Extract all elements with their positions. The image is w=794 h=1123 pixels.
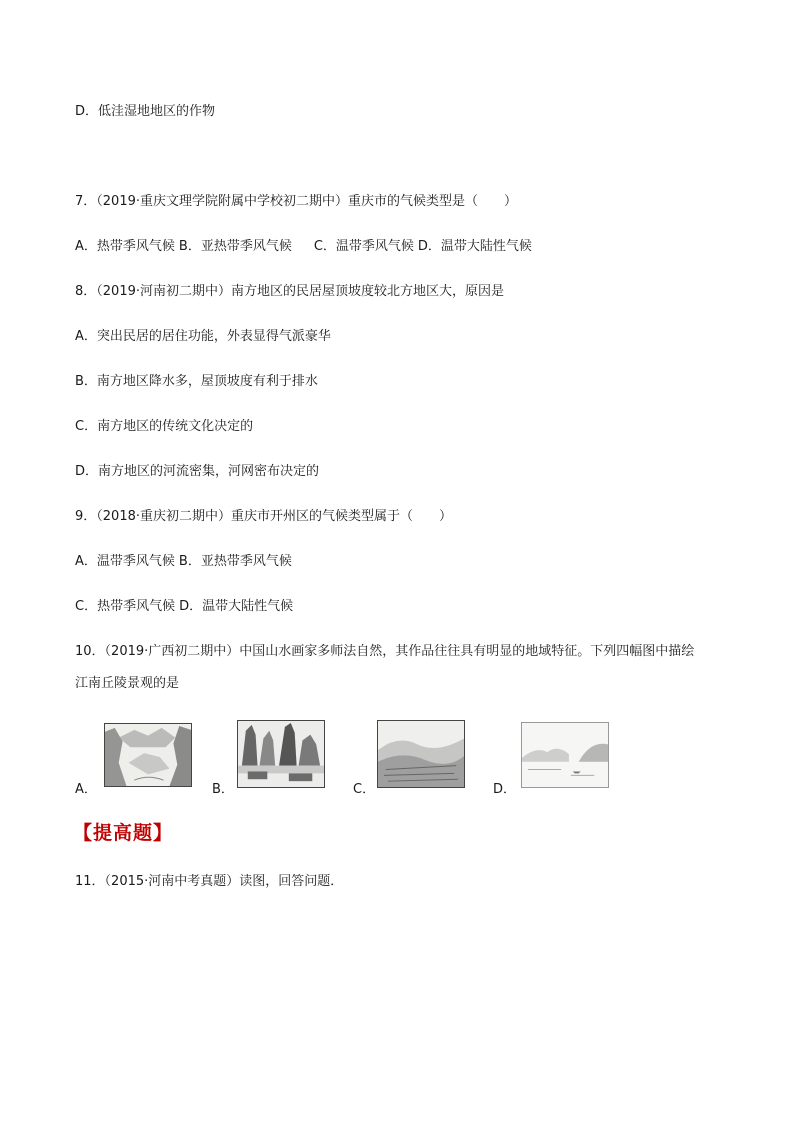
q8-option-a: A．突出民居的居住功能，外表显得气派豪华 <box>75 329 331 344</box>
section-title: 【提高题】 <box>73 822 174 844</box>
q6-option-d: D．低洼湿地地区的作物 <box>75 104 216 119</box>
q8-option-c: C．南方地区的传统文化决定的 <box>75 419 254 434</box>
q10-image-c-painting <box>377 720 465 788</box>
q10-image-b-painting <box>237 720 325 788</box>
q7-option-d: D．温带大陆性气候 <box>417 239 532 254</box>
q7-option-b: B．亚热带季风气候 <box>178 239 292 254</box>
q9-option-a: A．温带季风气候 <box>75 554 175 569</box>
q10-stem-line2: 江南丘陵景观的是 <box>75 676 180 691</box>
q9-option-b: B．亚热带季风气候 <box>178 554 292 569</box>
q8-option-d: D．南方地区的河流密集，河网密布决定的 <box>75 464 320 479</box>
q9-option-c: C．热带季风气候 <box>75 599 176 614</box>
q8-option-b: B．南方地区降水多，屋顶坡度有利于排水 <box>75 374 318 389</box>
q7-stem: 7．（2019·重庆文理学院附属中学校初二期中）重庆市的气候类型是（ ） <box>75 194 517 209</box>
q9-option-d: D．温带大陆性气候 <box>179 599 294 614</box>
q9-stem: 9．（2018·重庆初二期中）重庆市开州区的气候类型属于（ ） <box>75 509 452 524</box>
q7-option-c: C．温带季风气候 <box>313 239 414 254</box>
q10-label-d: D． <box>493 782 517 797</box>
q10-label-b: B． <box>212 782 234 797</box>
q7-options <box>75 238 536 256</box>
q10-image-options <box>75 720 635 797</box>
q10-image-d-painting <box>521 722 609 788</box>
q11-stem: 11．（2015·河南中考真题）读图，回答问题． <box>75 874 344 889</box>
q10-image-a-painting <box>104 723 192 787</box>
q9-options-row1 <box>75 553 296 571</box>
q10-label-a: A． <box>75 782 97 797</box>
q7-option-a: A．热带季风气候 <box>75 239 175 254</box>
q8-stem: 8．（2019·河南初二期中）南方地区的民居屋顶坡度较北方地区大，原因是 <box>75 284 504 299</box>
q10-stem-line1: 10．（2019·广西初二期中）中国山水画家多师法自然，其作品往往具有明显的地域特征。下列四幅图中描绘 <box>75 644 695 659</box>
q10-label-c: C． <box>353 782 376 797</box>
q9-options-row2 <box>75 598 297 616</box>
